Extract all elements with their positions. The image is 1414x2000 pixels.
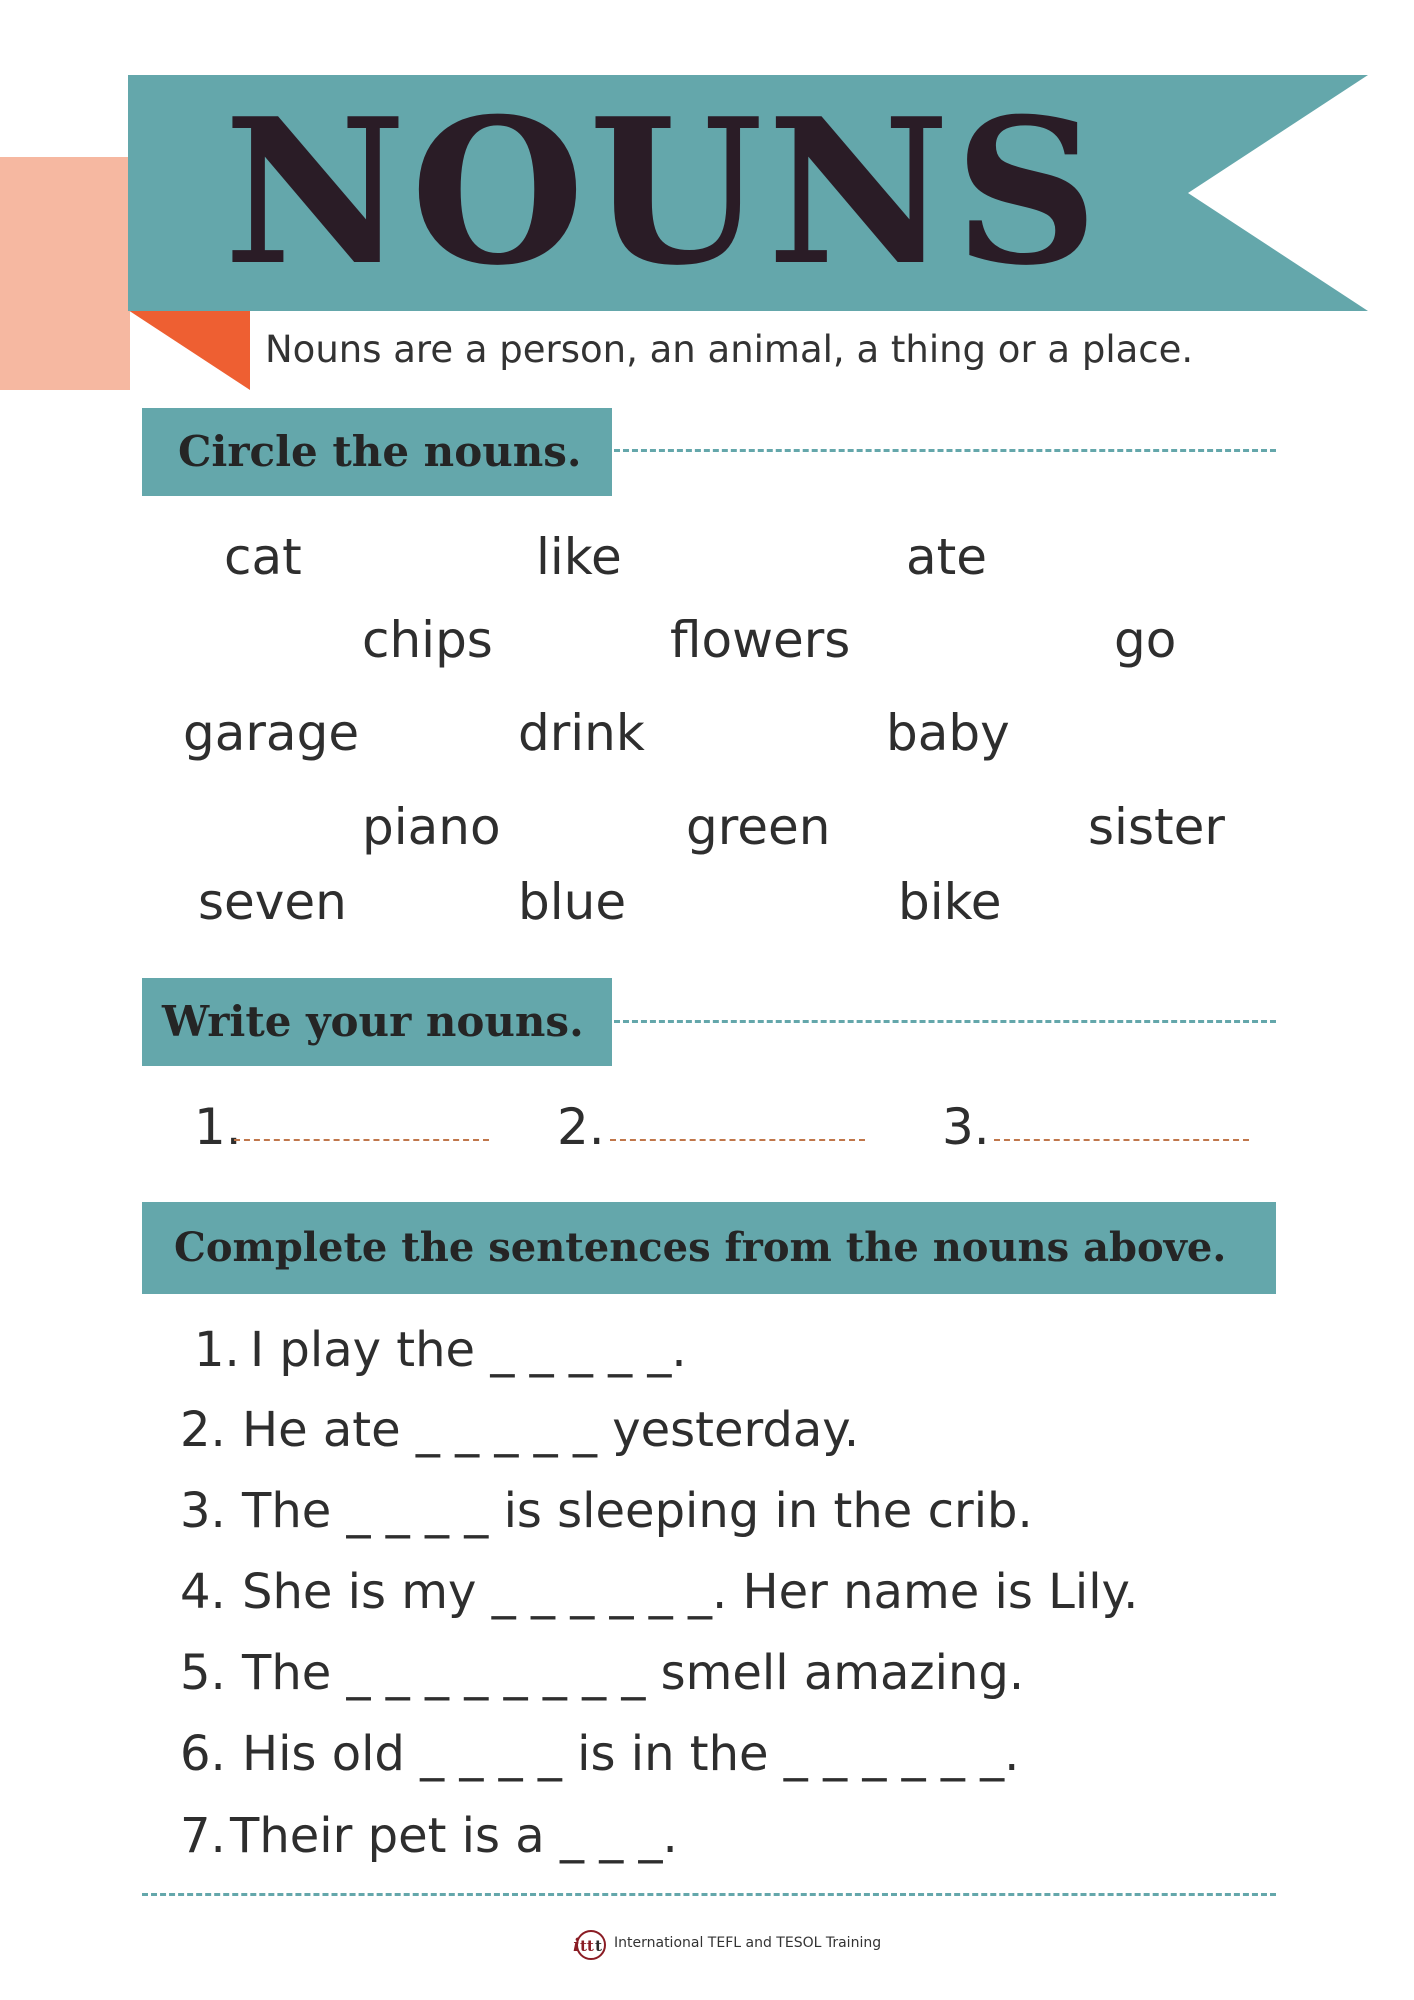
word-like[interactable]: like — [536, 528, 622, 586]
ittt-logo-icon — [565, 1925, 611, 1961]
page-title: NOUNS — [223, 75, 1103, 310]
sentence-text: Their pet is a _ _ _. — [230, 1808, 678, 1864]
sentence-text: The _ _ _ _ is sleeping in the crib. — [242, 1483, 1033, 1539]
sentence-3[interactable] — [180, 1483, 1033, 1539]
word-piano[interactable]: piano — [362, 798, 501, 856]
sentence-number: 1. — [194, 1322, 240, 1378]
sentence-number: 3. — [180, 1483, 226, 1539]
sentence-2[interactable] — [180, 1402, 859, 1458]
sentence-text: She is my _ _ _ _ _ _. Her name is Lily. — [242, 1564, 1139, 1620]
sentence-text: The _ _ _ _ _ _ _ _ smell amazing. — [242, 1645, 1025, 1701]
section-header-complete: Complete the sentences from the nouns above. — [142, 1202, 1276, 1294]
sentence-number: 4. — [180, 1564, 226, 1620]
word-chips[interactable]: chips — [362, 611, 493, 669]
svg-text:i: i — [573, 1935, 580, 1956]
word-sister[interactable]: sister — [1088, 798, 1225, 856]
word-seven[interactable]: seven — [198, 873, 347, 931]
word-garage[interactable]: garage — [183, 704, 360, 762]
answer-blank-3[interactable] — [994, 1139, 1249, 1141]
word-flowers[interactable]: flowers — [670, 611, 851, 669]
word-baby[interactable]: baby — [886, 704, 1010, 762]
section-header-circle: Circle the nouns. — [142, 408, 612, 496]
sentence-text: He ate _ _ _ _ _ yesterday. — [242, 1402, 860, 1458]
section-divider — [614, 449, 1276, 452]
word-bike[interactable]: bike — [898, 873, 1002, 931]
svg-text:t: t — [595, 1937, 602, 1955]
sentence-7[interactable] — [180, 1808, 678, 1864]
word-blue[interactable]: blue — [518, 873, 627, 931]
sentence-6[interactable] — [180, 1726, 1019, 1782]
blank-number: 2. — [557, 1098, 605, 1156]
sentence-text: I play the _ _ _ _ _. — [250, 1322, 687, 1378]
noun-definition: Nouns are a person, an animal, a thing or a place. — [265, 328, 1194, 371]
footer-org-name: International TEFL and TESOL Training — [614, 1935, 882, 1951]
section-header-write: Write your nouns. — [142, 978, 612, 1066]
sentence-1[interactable] — [194, 1322, 687, 1378]
sentence-number: 5. — [180, 1645, 226, 1701]
footer-divider — [142, 1893, 1276, 1896]
word-green[interactable]: green — [686, 798, 831, 856]
blank-number: 1. — [194, 1098, 242, 1156]
decorative-peach-square — [0, 157, 130, 390]
section-divider — [614, 1020, 1276, 1023]
sentence-4[interactable] — [180, 1564, 1138, 1620]
answer-blank-2[interactable] — [610, 1139, 865, 1141]
decorative-orange-fold — [128, 310, 250, 390]
word-ate[interactable]: ate — [906, 528, 988, 586]
sentence-number: 6. — [180, 1726, 226, 1782]
word-cat[interactable]: cat — [224, 528, 302, 586]
answer-blank-1[interactable] — [234, 1139, 489, 1141]
word-drink[interactable]: drink — [518, 704, 645, 762]
sentence-number: 2. — [180, 1402, 226, 1458]
svg-text:tt: tt — [580, 1937, 594, 1955]
sentence-text: His old _ _ _ _ is in the _ _ _ _ _ _. — [242, 1726, 1020, 1782]
word-go[interactable]: go — [1114, 611, 1177, 669]
sentence-5[interactable] — [180, 1645, 1024, 1701]
blank-number: 3. — [942, 1098, 990, 1156]
sentence-number: 7. — [180, 1808, 226, 1864]
